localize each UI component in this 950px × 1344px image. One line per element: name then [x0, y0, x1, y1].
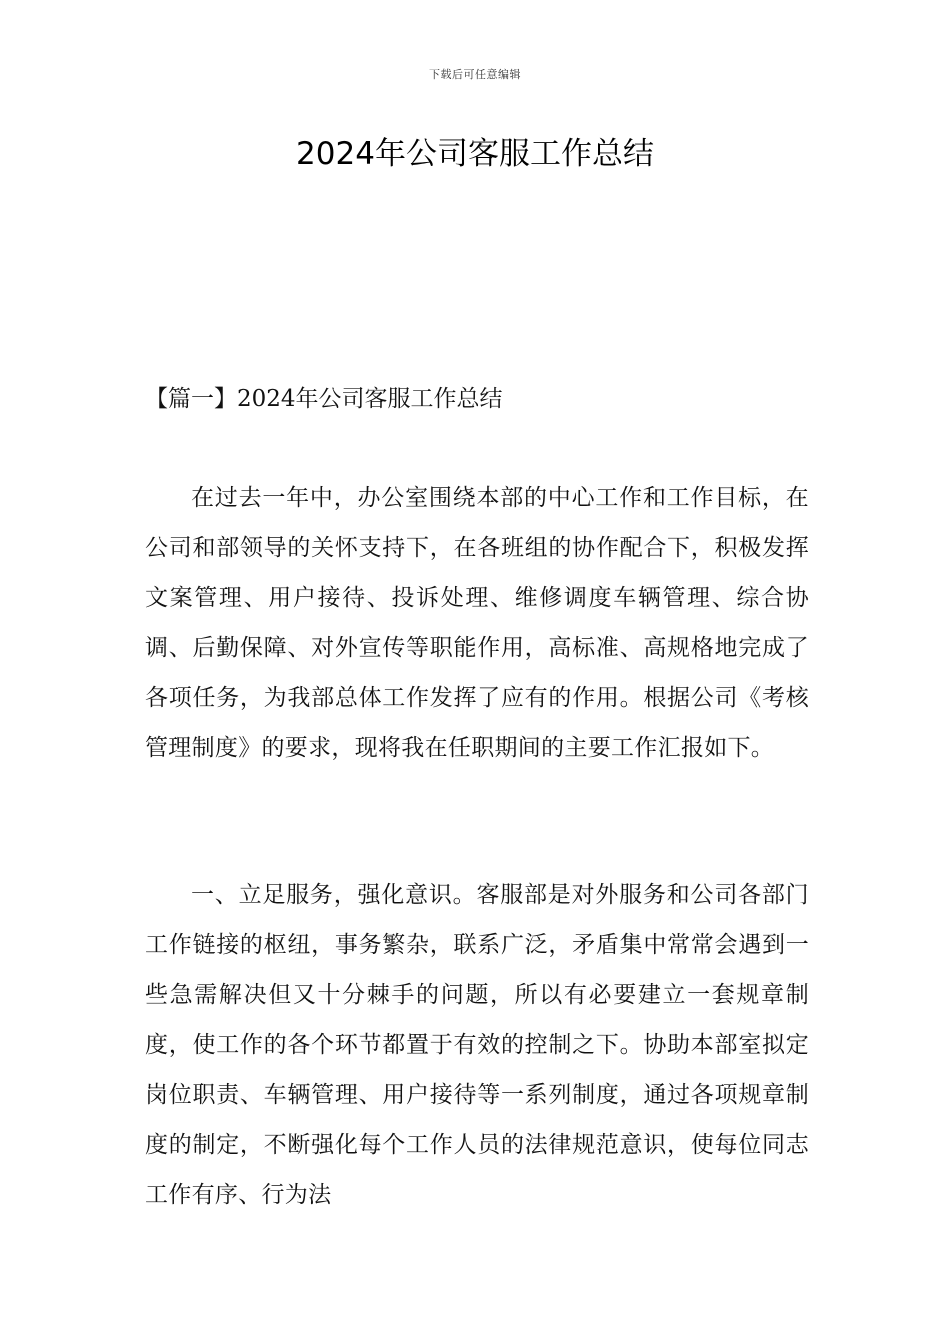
- section-heading: 【篇一】2024年公司客服工作总结: [145, 386, 503, 412]
- body-paragraph-1: 在过去一年中，办公室围绕本部的中心工作和工作目标，在公司和部领导的关怀支持下，在各班组的协作配合下，积极发挥文案管理、用户接待、投诉处理、维修调度车辆管理、综合协调、后勤保障、对外宣传等职能作用，高标准、高规格地完成了各项任务，为我部总体工作发挥了应有的作用。根据公司《考核管理制度》的要求，现将我在任职期间的主要工作汇报如下。: [145, 485, 809, 761]
- body-paragraph-2: 一、立足服务，强化意识。客服部是对外服务和公司各部门工作链接的枢纽，事务繁杂，联系广泛，矛盾集中常常会遇到一些急需解决但又十分棘手的问题，所以有必要建立一套规章制度，使工作的各个环节都置于有效的控制之下。协助本部室拟定岗位职责、车辆管理、用户接待等一系列制度，通过各项规章制度的制定，不断强化每个工作人员的法律规范意识，使每位同志工作有序、行为法: [145, 882, 809, 1208]
- page-header-note: 下载后可任意编辑: [429, 68, 521, 81]
- document-title: 2024年公司客服工作总结: [296, 136, 654, 172]
